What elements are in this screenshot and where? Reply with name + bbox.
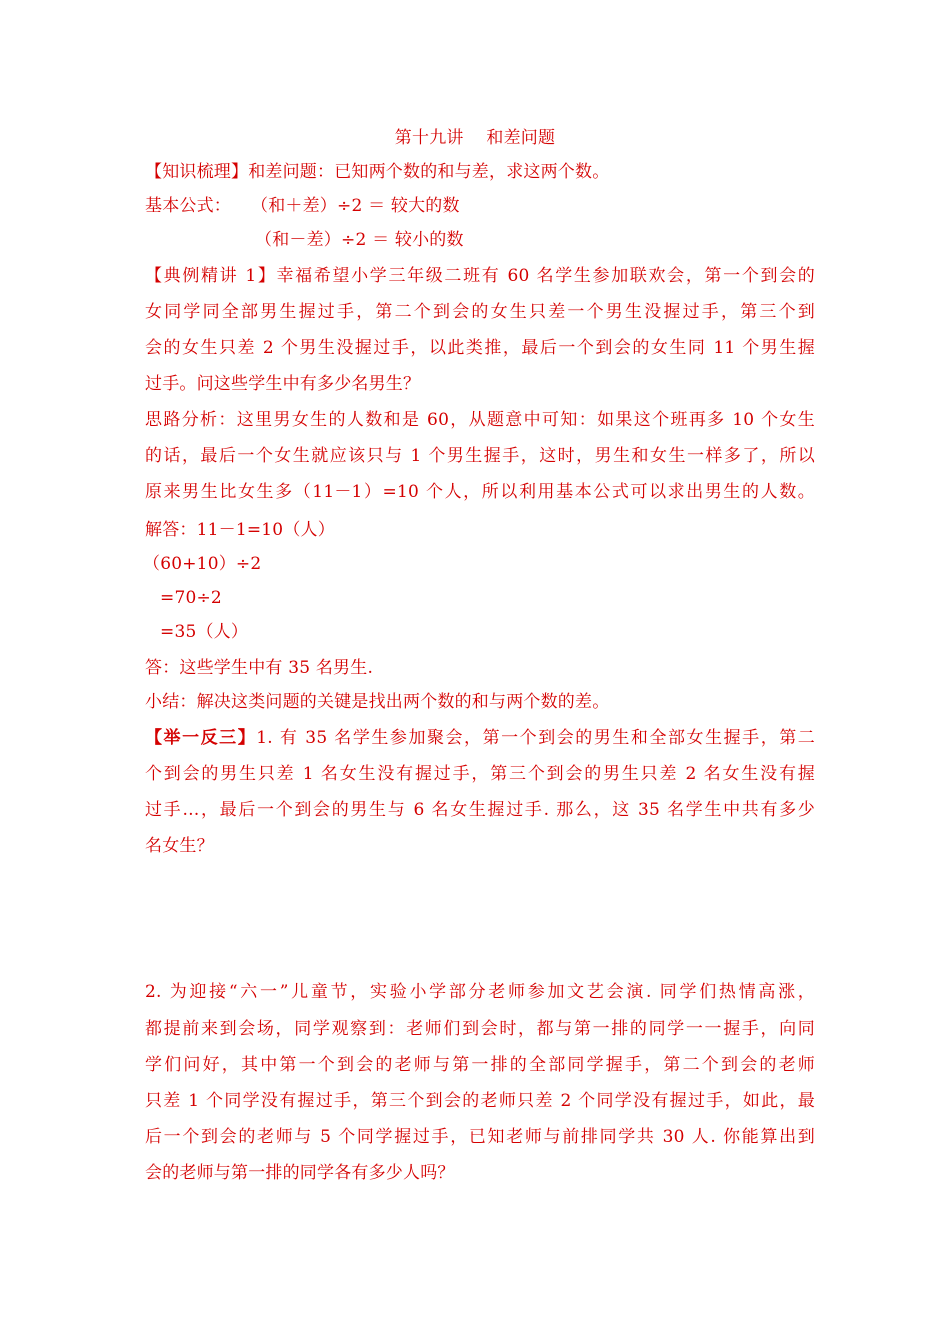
example-text-1: 幸福希望小学三年级二班有 60 名学生参加联欢会，第一个到会的 — [276, 266, 815, 286]
analysis-line-2: 的话，最后一个女生就应该只与 1 个男生握手，这时，男生和女生一样多了，所以 — [145, 446, 815, 466]
example-line-3: 会的女生只差 2 个男生没握过手，以此类推，最后一个到会的女生同 11 个男生握 — [145, 338, 815, 358]
solution-line-3: =70÷2 — [160, 588, 222, 608]
knowledge-text: 和差问题：已知两个数的和与差，求这两个数。 — [248, 162, 610, 182]
practice1-text-1: 1. 有 35 名学生参加聚会，第一个到会的男生和全部女生握手，第二 — [256, 728, 815, 748]
solution-line-1: 解答：11－1=10（人） — [145, 520, 335, 540]
analysis-line-1: 思路分析：这里男女生的人数和是 60，从题意中可知：如果这个班再多 10 个女生 — [145, 410, 815, 430]
formula-1: （和＋差）÷2 ＝ 较大的数 — [251, 196, 460, 216]
practice2-line-4: 只差 1 个同学没有握过手，第三个到会的老师只差 2 个同学没有握过手，如此，最 — [145, 1091, 815, 1111]
practice1-line-3: 过手…，最后一个到会的男生与 6 名女生握过手. 那么，这 35 名学生中共有多少 — [145, 800, 815, 820]
example-tag: 【典例精讲 1】 — [145, 266, 277, 286]
formula-label: 基本公式： — [145, 196, 231, 216]
knowledge-tag: 【知识梳理】 — [145, 162, 249, 182]
practice2-line-5: 后一个到会的老师与 5 个同学握过手，已知老师与前排同学共 30 人. 你能算出到 — [145, 1127, 815, 1147]
example-line-1 — [145, 264, 815, 288]
formula-2: （和－差）÷2 ＝ 较小的数 — [255, 230, 464, 250]
practice2-line-2: 都提前来到会场，同学观察到：老师们到会时，都与第一排的同学一一握手，向同 — [145, 1019, 815, 1039]
solution-line-2: （60+10）÷2 — [143, 554, 262, 574]
practice2-line-6: 会的老师与第一排的同学各有多少人吗？ — [145, 1163, 455, 1183]
practice1-line-4: 名女生？ — [145, 836, 214, 856]
practice-tag: 【举一反三】 — [145, 728, 257, 748]
formula-line-1 — [145, 194, 815, 218]
solution-line-4: =35（人） — [160, 622, 249, 642]
practice2-line-1: 2. 为迎接“六一”儿童节，实验小学部分老师参加文艺会演. 同学们热情高涨， — [145, 982, 815, 1002]
practice1-line-2: 个到会的男生只差 1 名女生没有握过手，第三个到会的男生只差 2 名女生没有握 — [145, 764, 815, 784]
knowledge-line — [145, 160, 815, 184]
example-line-2: 女同学同全部男生握过手，第二个到会的女生只差一个男生没握过手，第三个到 — [145, 302, 815, 322]
page-title: 第十九讲 和差问题 — [394, 128, 556, 148]
analysis-line-3: 原来男生比女生多（11－1）=10 个人，所以利用基本公式可以求出男生的人数。 — [145, 482, 815, 502]
summary-line: 小结：解决这类问题的关键是找出两个数的和与两个数的差。 — [145, 692, 610, 712]
answer-line: 答：这些学生中有 35 名男生. — [145, 658, 374, 678]
practice1-line-1 — [145, 726, 815, 750]
example-line-4: 过手。问这些学生中有多少名男生？ — [145, 374, 421, 394]
practice2-line-3: 学们问好，其中第一个到会的老师与第一排的全部同学握手，第二个到会的老师 — [145, 1055, 815, 1075]
